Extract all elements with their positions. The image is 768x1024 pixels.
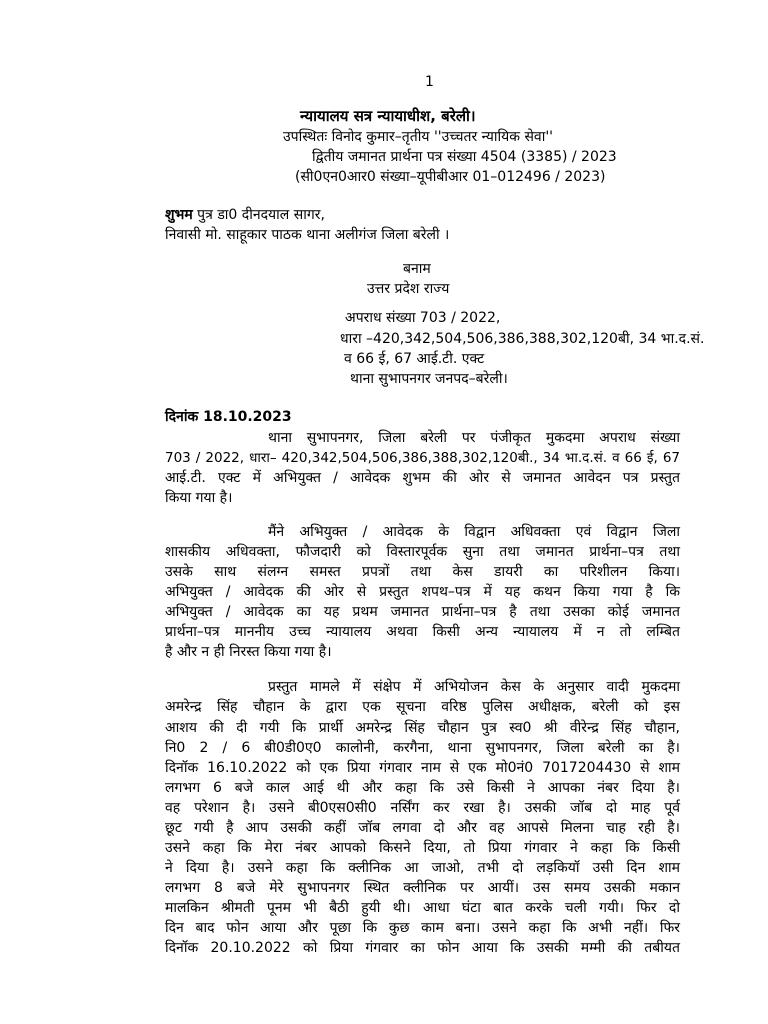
paragraph-line: दिनॉक 20.10.2022 को प्रिया गंगवार का फोन आया कि उसकी मम्मी की तबीयत — [165, 940, 680, 956]
paragraph-line: है और न ही निरस्त किया गया है। — [165, 644, 332, 660]
application-number: द्वितीय जमानत प्रार्थना पत्र संख्या 4504 (3385) / 2023 — [312, 149, 617, 165]
police-station: थाना सुभापनगर जनपद–बरेली। — [350, 371, 508, 387]
paragraph-line: दिनॉक 16.10.2022 को एक प्रिया गंगवार नाम से एक मो0नं0 7017204430 से शाम — [165, 760, 680, 776]
paragraph-line: अभियुक्त / आवेदक की ओर से प्रस्तुत शपथ–पत्र में यह कथन किया गया है कि — [165, 584, 680, 600]
paragraph-line: शासकीय अधिवक्ता, फौजदारी को विस्तारपूर्वक सुना तथा जमानत प्रार्थना–पत्र तथा — [165, 544, 680, 560]
paragraph-line: उसके साथ संलग्न समस्त प्रपत्रों तथा केस डायरी का परिशीलन किया। — [165, 564, 680, 580]
paragraph-line: मैंने अभियुक्त / आवेदक के विद्वान अधिवक्ता एवं विद्वान जिला — [268, 524, 680, 540]
applicant-parentage: पुत्र डा0 दीनदयाल सागर, — [192, 207, 325, 223]
paragraph-line: ने दिया है। उसने कहा कि क्लीनिक आ जाओ, तभी दो लड़कियॉ उसी दिन शाम — [165, 860, 680, 876]
paragraph-line: छूट गयी है आप उसकी कहीं जॉब लगवा दो और वह आपसे मिलना चाह रही है। — [165, 820, 680, 836]
paragraph-line: प्रार्थना–पत्र माननीय उच्च न्यायालय अथवा किसी अन्य न्यायालय में न तो लम्बित — [165, 624, 680, 640]
paragraph-line: उसने कहा कि मेरा नंबर आपको किसने दिया, तो प्रिया गंगवार ने कहा कि किसी — [165, 840, 680, 856]
sections-line-2: व 66 ई, 67 आई.टी. एक्ट — [344, 351, 485, 367]
respondent: उत्तर प्रदेश राज्य — [367, 281, 450, 297]
paragraph-line: वह परेशान है। उसने बी0एस0सी0 नर्सिंग कर रखा है। उसकी जॉब दो माह पूर्व — [165, 800, 680, 816]
order-date: दिनांक 18.10.2023 — [165, 409, 292, 425]
paragraph-line: लगभग 6 बजे काल आई थी और कहा कि उसे किसी ने आपका नंबर दिया है। — [165, 780, 680, 796]
paragraph-line: नि0 2 / 6 बी0डी0ए0 कालोनी, करगैना, थाना सुभापनगर, जिला बरेली का है। — [165, 740, 680, 756]
court-title: न्यायालय सत्र न्यायाधीश, बरेली। — [300, 107, 476, 125]
paragraph-line: लगभग 8 बजे मेरे सुभापनगर स्थित क्लीनिक पर आयीं। उस समय उसकी मकान — [165, 880, 680, 896]
applicant-line — [165, 205, 325, 225]
paragraph-line: किया गया है। — [165, 490, 233, 506]
cnr-number: (सी0एन0आर0 संख्या–यूपीबीआर 01–012496 / 2023) — [295, 169, 606, 185]
page-number: 1 — [425, 74, 434, 90]
versus-label: बनाम — [403, 261, 431, 277]
paragraph-line: अभियुक्त / आवेदक का यह प्रथम जमानत प्रार्थना–पत्र है तथा उसका कोई जमानत — [165, 604, 680, 620]
presiding-officer: उपस्थितः विनोद कुमार–तृतीय ''उच्चतर न्यायिक सेवा'' — [283, 129, 554, 145]
paragraph-line: थाना सुभापनगर, जिला बरेली पर पंजीकृत मुकदमा अपराध संख्या — [268, 430, 680, 446]
paragraph-line: अमरेन्द्र सिंह चौहान के द्वारा एक सूचना वरिष्ठ पुलिस अधीक्षक, बरेली को इस — [165, 699, 680, 715]
crime-number: अपराध संख्या 703 / 2022, — [345, 310, 501, 326]
paragraph-line: मालकिन श्रीमती पूनम भी बैठी हुयी थी। आधा घंटा बात करके चली गयी। फिर दो — [165, 900, 680, 916]
applicant-name: शुभम — [165, 207, 193, 223]
paragraph-line: 703 / 2022, धारा– 420,342,504,506,386,388,302,120बी., 34 भा.द.सं. व 66 ई, 67 — [165, 450, 680, 466]
applicant-address: निवासी मो. साहूकार पाठक थाना अलीगंज जिला बरेली । — [165, 227, 450, 243]
paragraph-line: आई.टी. एक्ट में अभियुक्त / आवेदक शुभम की ओर से जमानत आवेदन पत्र प्रस्तुत — [165, 470, 680, 486]
paragraph-line: दिन बाद फोन आया और पूछा कि कुछ काम बना। उसने कहा कि अभी नहीं। फिर — [165, 920, 680, 936]
paragraph-line: प्रस्तुत मामले में संक्षेप में अभियोजन केस के अनुसार वादी मुकदमा — [268, 679, 680, 695]
sections-line-1: धारा –420,342,504,506,386,388,302,120बी, 34 भा.द.सं. — [340, 331, 705, 347]
paragraph-line: आशय की दी गयी कि प्रार्थी अमरेन्द्र सिंह चौहान पुत्र स्व0 श्री वीरेन्द्र सिंह चौहान, — [165, 720, 680, 736]
